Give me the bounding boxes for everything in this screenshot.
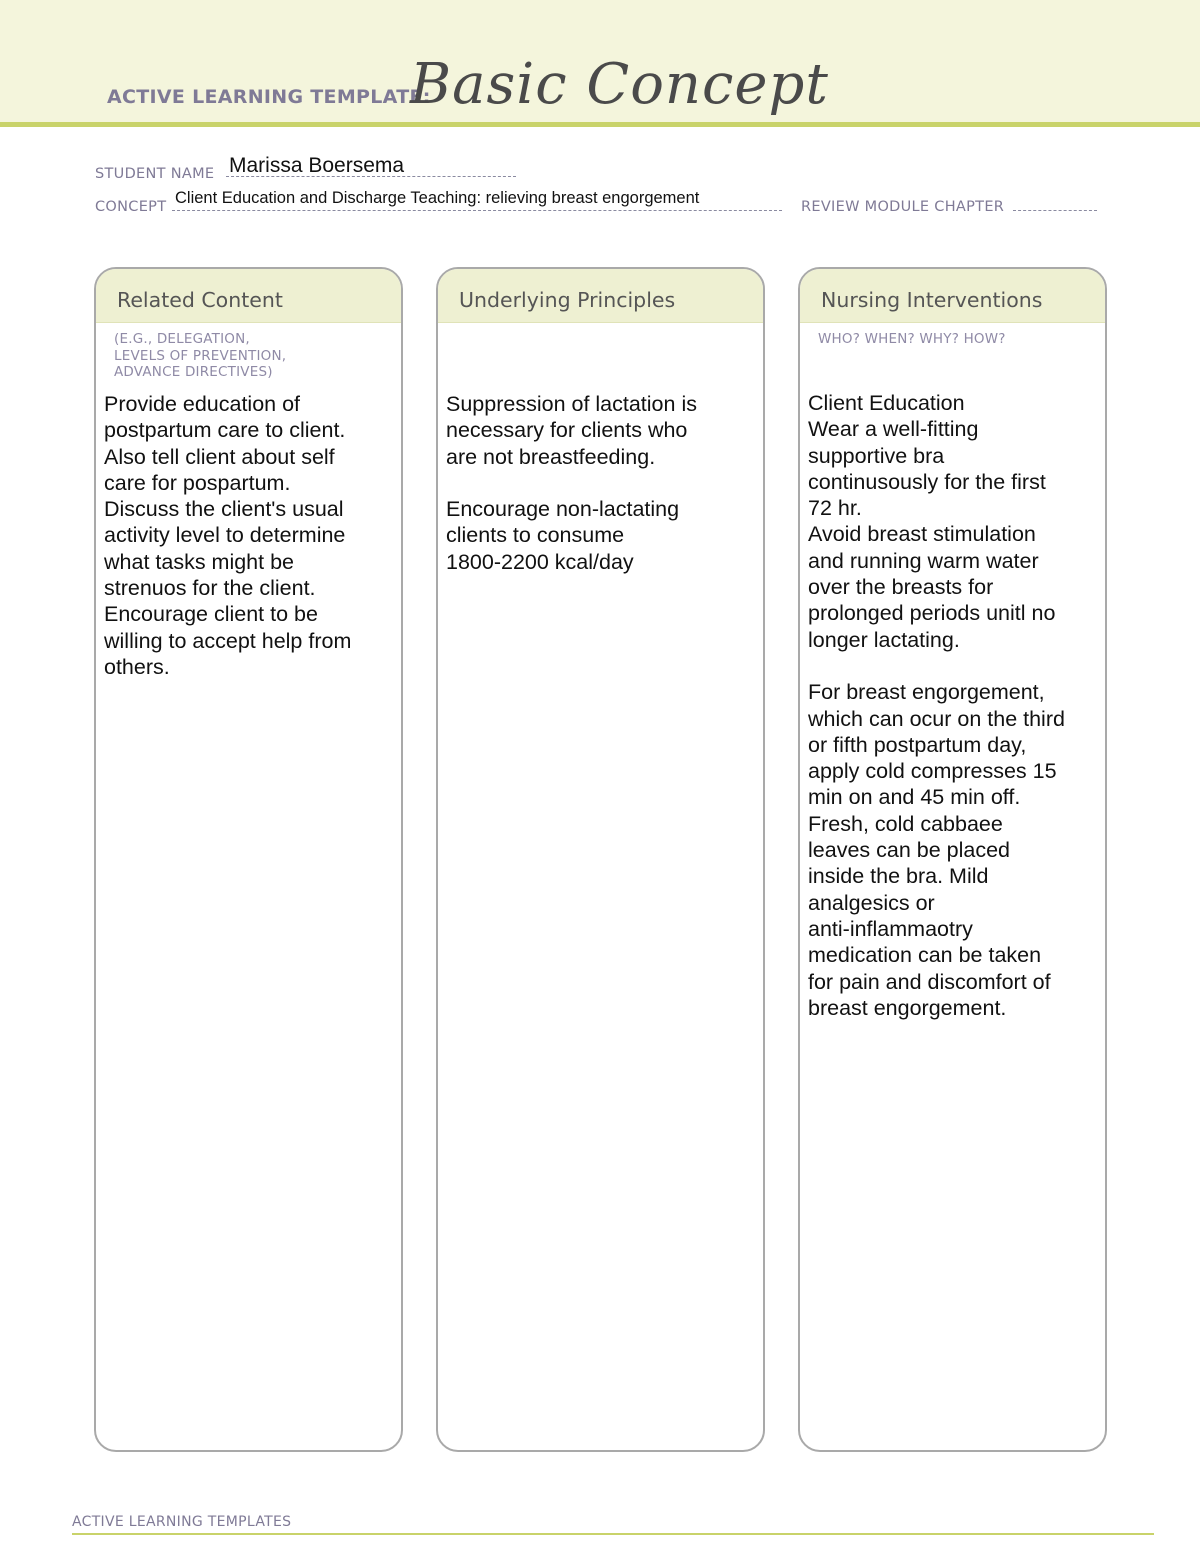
underlying-principles-title: Underlying Principles xyxy=(459,288,676,312)
footer-label: ACTIVE LEARNING TEMPLATES xyxy=(72,1514,292,1530)
nursing-interventions-header xyxy=(800,269,1105,323)
underlying-principles-panel xyxy=(436,267,765,1452)
underlying-principles-header xyxy=(438,269,763,323)
nursing-interventions-title: Nursing Interventions xyxy=(821,288,1043,312)
nursing-interventions-hint: WHO? WHEN? WHY? HOW? xyxy=(818,331,1006,347)
page-title: Basic Concept xyxy=(410,52,829,117)
concept-field[interactable]: Client Education and Discharge Teaching: relieving breast engorgement xyxy=(175,189,700,207)
related-content-text[interactable]: Provide education of postpartum care to client. Also tell client about self care for pospartum. Discuss the client's usual activity level to determine what tasks might be strenuos for the client. Encourage client to be willing to accept help from others. xyxy=(104,392,352,679)
header-divider xyxy=(0,122,1200,127)
related-content-title: Related Content xyxy=(117,288,283,312)
related-content-hint: (E.G., DELEGATION, LEVELS OF PREVENTION, ADVANCE DIRECTIVES) xyxy=(114,331,287,380)
student-name-label: STUDENT NAME xyxy=(95,166,215,182)
student-name-field[interactable]: Marissa Boersema xyxy=(229,154,405,177)
review-module-label: REVIEW MODULE CHAPTER xyxy=(801,199,1005,215)
concept-line xyxy=(172,210,782,211)
underlying-principles-text[interactable]: Suppression of lactation is necessary for clients who are not breastfeeding. Encourage non-lactating clients to consume 1800-2200 kcal/day xyxy=(446,392,697,574)
footer-divider xyxy=(72,1533,1154,1535)
nursing-interventions-panel xyxy=(798,267,1107,1452)
nursing-interventions-text[interactable]: Client Education Wear a well-fitting supportive bra continusously for the first 72 hr. Avoid breast stimulation and running warm water over the breasts for prolonged periods unitl no longer lactating. For breast engorgement, which can ocur on the third or fifth postpartum day, apply cold compresses 15 min on and 45 min off. Fresh, cold cabbaee leaves can be placed inside the bra. Mild analgesics or anti-inflammaotry medication can be taken for pain and discomfort of breast engorgement. xyxy=(808,391,1065,1020)
related-content-panel xyxy=(94,267,403,1452)
template-label: ACTIVE LEARNING TEMPLATE: xyxy=(107,86,431,108)
review-module-line xyxy=(1013,210,1097,211)
concept-label: CONCEPT xyxy=(95,199,167,215)
related-content-header xyxy=(96,269,401,323)
